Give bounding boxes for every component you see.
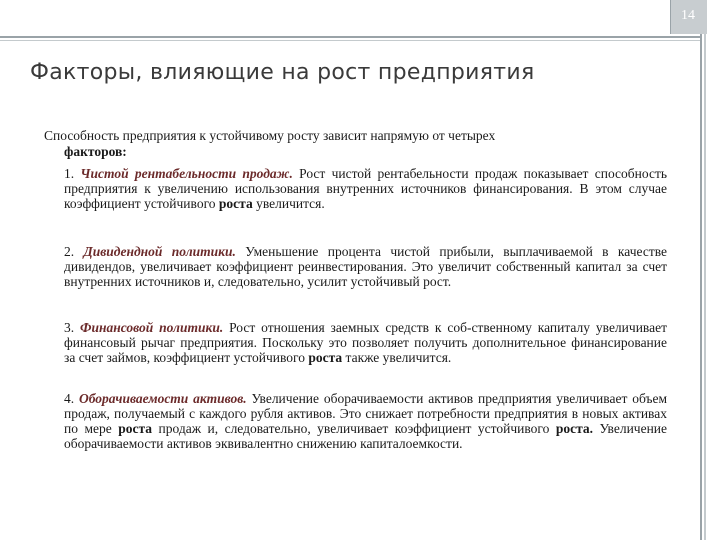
frame-top-line <box>0 36 702 38</box>
factor-1 <box>64 166 667 211</box>
factor-number: 2. <box>64 244 75 259</box>
intro-paragraph <box>44 128 664 160</box>
factor-text-middle: продаж и, следовательно, увеличивает коэффициент устойчивого <box>158 421 550 436</box>
factor-bold-word: роста <box>308 350 343 365</box>
frame-right-line-secondary <box>704 0 706 540</box>
factor-4 <box>64 391 667 451</box>
intro-line-1: Способность предприятия к устойчивому росту зависит напрямую от четырех <box>44 128 496 143</box>
factor-text: Рост отношения заемных средств к соб-ственному капиталу увеличивает финансовый рычаг предприятия. Поскольку это позволяет получить дополнительное финансирование за счет займов, коэффициент устойчивого <box>64 320 667 365</box>
factor-text-end: также увеличится. <box>345 350 452 365</box>
factor-bold-word: роста <box>118 421 153 436</box>
factor-number: 3. <box>64 320 75 335</box>
factor-text-end: Увеличение оборачиваемости активов эквивалентно снижению капиталоемкости. <box>64 421 668 451</box>
factor-number: 1. <box>64 166 75 181</box>
factor-name: Оборачиваемости активов. <box>79 391 247 406</box>
page-number: 14 <box>681 8 695 23</box>
factor-2 <box>64 244 667 289</box>
factor-text: Рост чистой рентабельности продаж показывает способность предприятия к увеличению использования внутренних источников финансирования. В этом случае коэффициент устойчивого <box>64 166 668 211</box>
factor-name: Финансовой политики. <box>80 320 224 335</box>
frame-top-line-secondary <box>0 40 702 41</box>
factor-text-end: увеличится. <box>256 196 325 211</box>
frame-right-line <box>700 0 702 540</box>
factor-bold-word-2: роста. <box>555 421 594 436</box>
factor-3 <box>64 320 667 365</box>
factor-number: 4. <box>64 391 75 406</box>
factor-name: Чистой рентабельности продаж. <box>80 166 293 181</box>
factor-text: Увеличение оборачиваемости активов предприятия увеличивает объем продаж, получаемый с каждого рубля активов. Это снижает потребности предприятия в новых активах по мере <box>64 391 668 436</box>
intro-line-2: факторов: <box>64 144 127 159</box>
factor-bold-word: роста <box>218 196 253 211</box>
factor-text: Уменьшение процента чистой прибыли, выплачиваемой в качестве дивидендов, увеличивает коэффициент реинвестирования. Это увеличит собственный капитал за счет внутренних источников и, следовательно, усилит устойчивый рост. <box>64 244 668 289</box>
factor-name: Дивидендной политики. <box>83 244 236 259</box>
slide-title: Факторы, влияющие на рост предприятия <box>30 60 535 85</box>
